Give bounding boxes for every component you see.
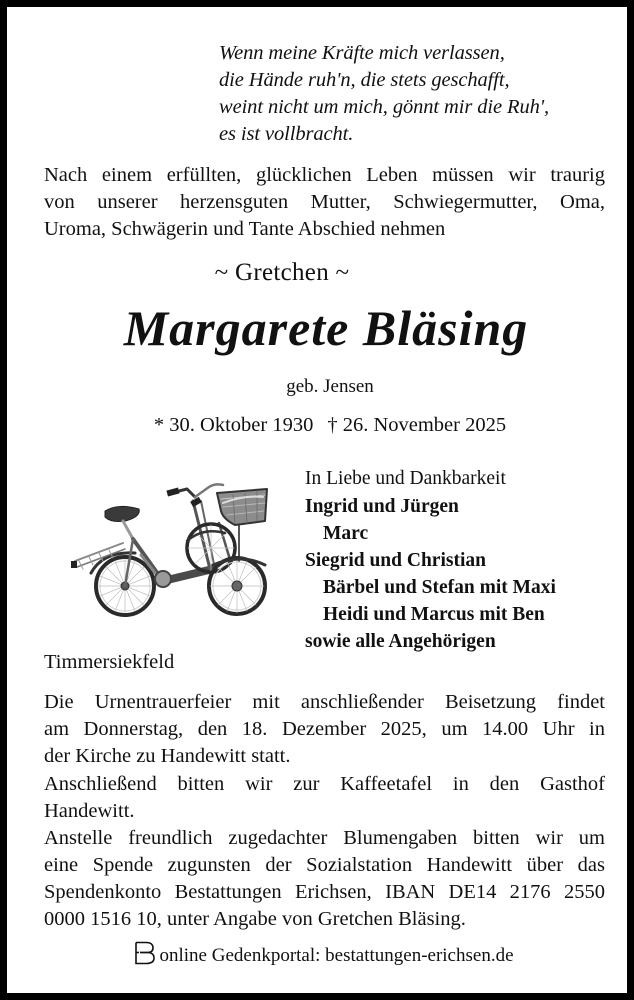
funeral-line: Die Urnentrauerfeier mit anschließender Beisetzung findet xyxy=(44,691,605,713)
intro-text xyxy=(44,162,605,243)
birth-date: * 30. Oktober 1930 xyxy=(153,414,314,436)
mourner-name: Bärbel und Stefan mit Maxi xyxy=(323,577,556,598)
intro-line: Uroma, Schwägerin und Tante Abschied nehmen xyxy=(44,218,446,240)
life-dates xyxy=(7,412,634,439)
donation-line: 0000 1516 10, unter Angabe von Gretchen Bläsing. xyxy=(44,908,466,930)
memorial-portal-footer xyxy=(7,941,634,974)
donation-line: eine Spende zugunsten der Sozialstation Handewitt über das xyxy=(44,854,605,876)
mourner-name: Ingrid und Jürgen xyxy=(305,496,459,517)
coffee-line: Anschließend bitten wir zur Kaffeetafel in den Gasthof xyxy=(44,773,605,795)
maiden-name: geb. Jensen xyxy=(286,376,374,397)
poem-line: die Hände ruh'n, die stets geschafft, xyxy=(219,69,510,91)
funeral-line: am Donnerstag, den 18. Dezember 2025, um 14.00 Uhr in xyxy=(44,718,605,740)
donation-info xyxy=(44,825,605,933)
mourner-name: Siegrid und Christian xyxy=(305,550,486,571)
funeral-line: der Kirche zu Handewitt statt. xyxy=(44,745,291,767)
mourner-name: Heidi und Marcus mit Ben xyxy=(323,604,545,625)
tricycle-image xyxy=(63,473,275,619)
funeral-info xyxy=(44,689,605,770)
coffee-info xyxy=(44,771,605,825)
poem-line: es ist vollbracht. xyxy=(219,123,354,145)
poem-line: weint nicht um mich, gönnt mir die Ruh', xyxy=(219,96,550,118)
coffee-line: Handewitt. xyxy=(44,800,135,822)
intro-line: von unserer herzensguten Mutter, Schwiegermutter, Oma, xyxy=(44,191,605,213)
mourner-name: Marc xyxy=(323,523,369,544)
portal-link-text: online Gedenkportal: bestattungen-erichsen.de xyxy=(159,945,514,966)
poem xyxy=(219,40,619,148)
thanks-intro: In Liebe und Dankbarkeit xyxy=(305,468,506,489)
place-name: Timmersiekfeld xyxy=(44,651,175,673)
death-date: † 26. November 2025 xyxy=(327,414,507,436)
poem-line: Wenn meine Kräfte mich verlassen, xyxy=(219,42,505,64)
intro-line: Nach einem erfüllten, glücklichen Leben müssen wir traurig xyxy=(44,164,605,186)
donation-line: Anstelle freundlich zugedachter Blumengaben bitten wir um xyxy=(44,827,605,849)
tricycle-icon xyxy=(63,473,275,619)
donation-line: Spendenkonto Bestattungen Erichsen, IBAN DE14 2176 2550 xyxy=(44,881,605,903)
nickname xyxy=(7,257,601,289)
eb-monogram-icon xyxy=(134,941,156,974)
mourner-name: sowie alle Angehörigen xyxy=(305,631,496,652)
deceased-name: Margarete Bläsing xyxy=(123,300,529,356)
nickname-text: ~ Gretchen ~ xyxy=(214,259,350,286)
signature-block xyxy=(305,465,625,655)
